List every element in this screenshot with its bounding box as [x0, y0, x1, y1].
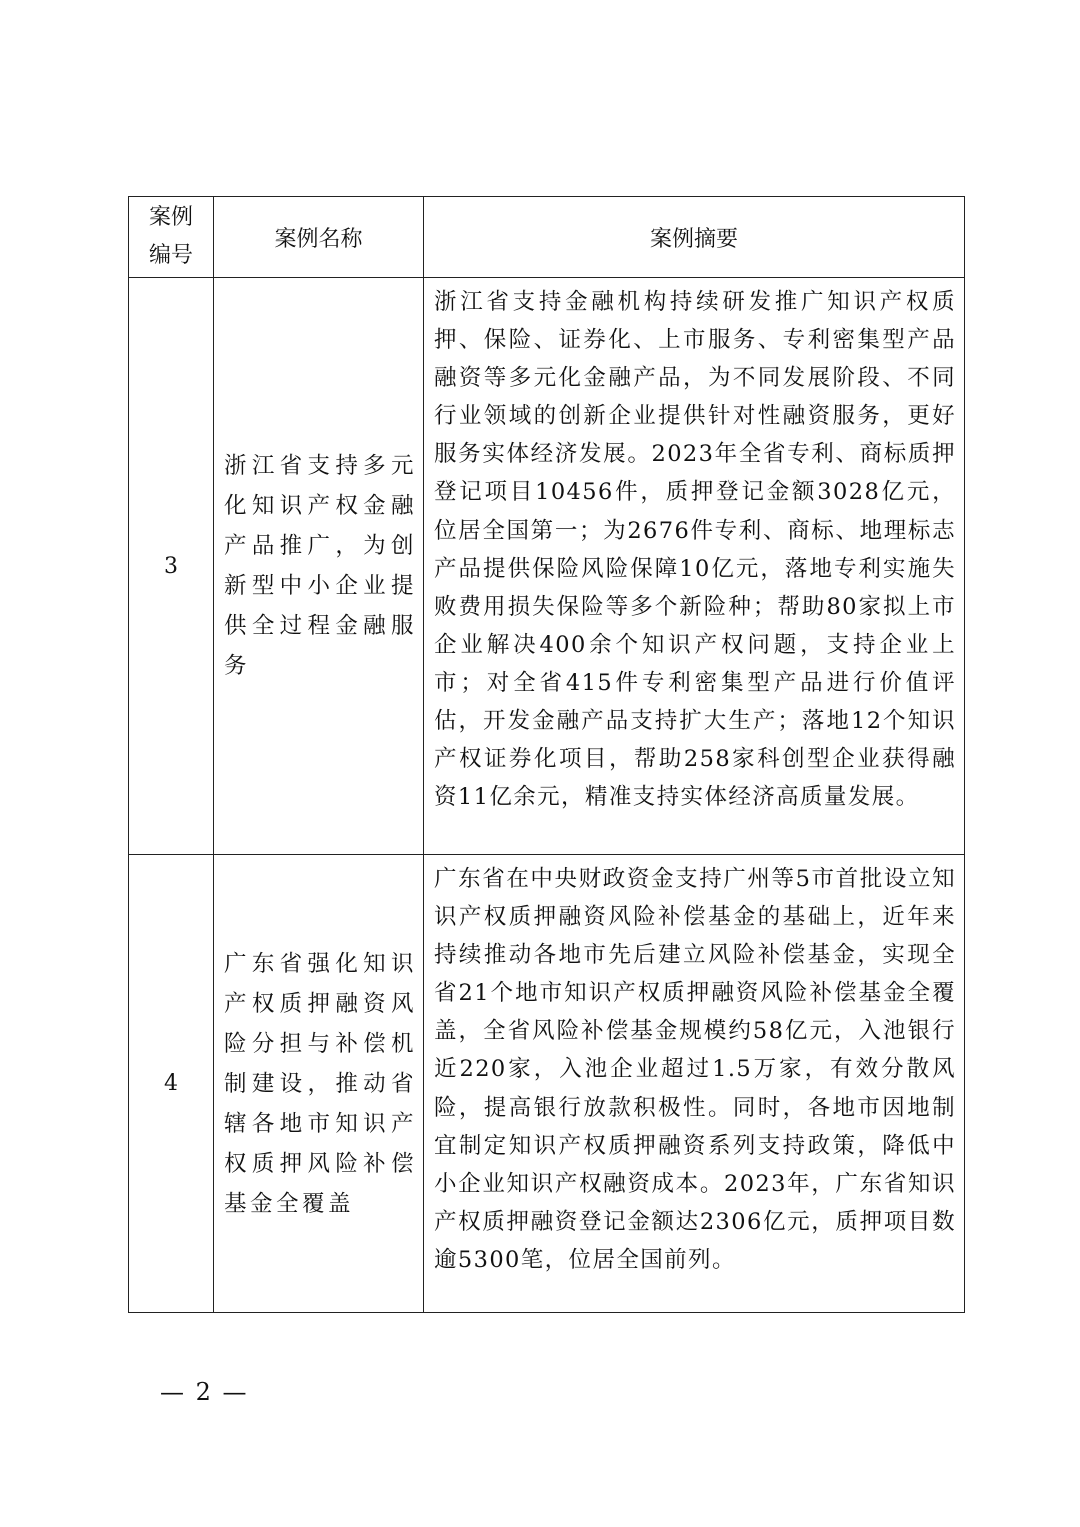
case-name: 浙江省支持多元化知识产权金融产品推广，为创新型中小企业提供全过程金融服务 [214, 278, 424, 855]
table-header-row [129, 197, 965, 278]
case-name: 广东省强化知识产权质押融资风险分担与补偿机制建设，推动省辖各地市知识产权质押风险补偿基金全覆盖 [214, 855, 424, 1313]
case-table [128, 196, 965, 1313]
header-case-number-line2: 编号 [148, 243, 193, 268]
header-case-name: 案例名称 [214, 197, 424, 278]
case-summary: 浙江省支持金融机构持续研发推广知识产权质押、保险、证券化、上市服务、专利密集型产品融资等多元化金融产品，为不同发展阶段、不同行业领域的创新企业提供针对性融资服务，更好服务实体经济发展。2023年全省专利、商标质押登记项目10456件，质押登记金额3028亿元，位居全国第一；为2676件专利、商标、地理标志产品提供保险风险保障10亿元，落地专利实施失败费用损失保险等多个新险种；帮助80家拟上市企业解决400余个知识产权问题，支持企业上市；对全省415件专利密集型产品进行价值评估，开发金融产品支持扩大生产；落地12个知识产权证券化项目，帮助258家科创型企业获得融资11亿余元，精准支持实体经济高质量发展。 [424, 278, 965, 855]
table-row [129, 855, 965, 1313]
header-case-number-line1: 案例 [148, 205, 193, 230]
header-case-summary: 案例摘要 [424, 197, 965, 278]
case-number: 4 [129, 855, 214, 1313]
case-number: 3 [129, 278, 214, 855]
header-case-number [129, 197, 214, 278]
case-summary: 广东省在中央财政资金支持广州等5市首批设立知识产权质押融资风险补偿基金的基础上，近年来持续推动各地市先后建立风险补偿基金，实现全省21个地市知识产权质押融资风险补偿基金全覆盖，全省风险补偿基金规模约58亿元，入池银行近220家，入池企业超过1.5万家，有效分散风险，提高银行放款积极性。同时，各地市因地制宜制定知识产权质押融资系列支持政策，降低中小企业知识产权融资成本。2023年，广东省知识产权质押融资登记金额达2306亿元，质押项目数逾5300笔，位居全国前列。 [424, 855, 965, 1313]
page-number: — 2 — [160, 1378, 249, 1406]
table-row [129, 278, 965, 855]
